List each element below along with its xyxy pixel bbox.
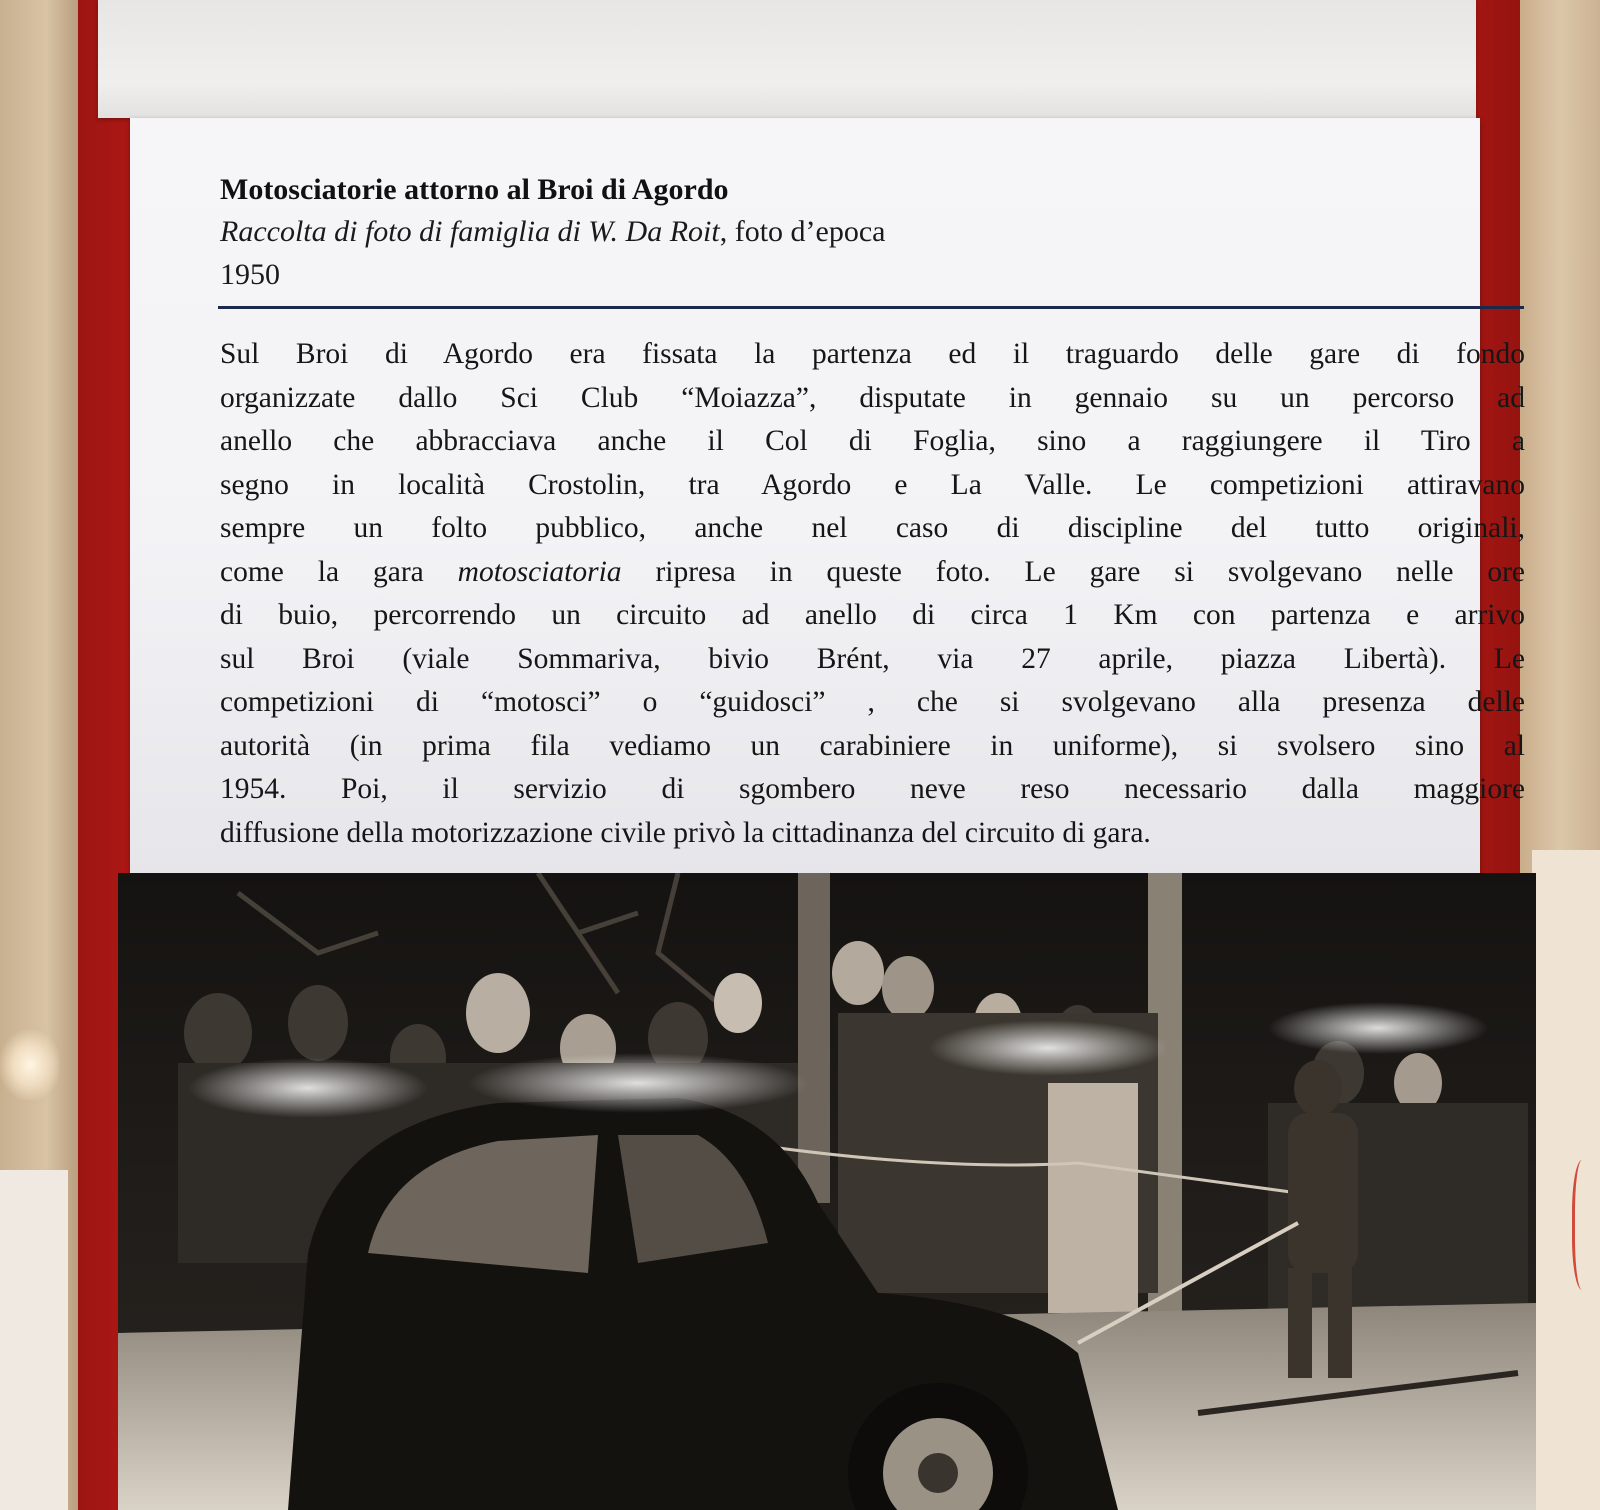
historic-photo xyxy=(118,873,1536,1510)
body-line: segno in località Crostolin, tra Agordo e La Valle. Le competizioni attiravano xyxy=(220,468,1525,501)
label-body xyxy=(220,333,1525,855)
glass-reflection xyxy=(188,1058,428,1118)
glass-reflection xyxy=(468,1053,808,1113)
body-line: sul Broi (viale Sommariva, bivio Brént, via 27 aprile, piazza Libertà). Le xyxy=(220,642,1525,675)
body-line: di buio, percorrendo un circuito ad anello di circa 1 Km con partenza e arrivo xyxy=(220,599,1525,631)
adjacent-card-left xyxy=(0,1170,68,1510)
body-line-italic: motosciatoria xyxy=(457,555,622,588)
glass-reflection xyxy=(1268,1002,1488,1054)
body-line-start: come la gara xyxy=(220,555,458,588)
body-line: anello che abbracciava anche il Col di Foglia, sino a raggiungere il Tiro a xyxy=(220,425,1525,457)
body-line: Sul Broi di Agordo era fissata la partenza ed il traguardo delle gare di fondo xyxy=(220,338,1525,370)
body-line: competizioni di “motosci” o “guidosci” , che si svolgevano alla presenza delle xyxy=(220,686,1525,718)
credit-type: , foto d’epoca xyxy=(719,215,886,248)
photo-scene xyxy=(118,873,1536,1510)
lamp-glow xyxy=(0,1030,60,1100)
glass-reflection xyxy=(928,1020,1168,1076)
body-line: sempre un folto pubblico, anche nel caso di discipline del tutto originali, xyxy=(220,512,1525,544)
label-credit xyxy=(220,215,885,249)
top-card xyxy=(98,0,1476,118)
credit-collection: Raccolta di foto di famiglia di W. Da Roit xyxy=(220,215,720,248)
handwritten-mark xyxy=(1572,1160,1597,1290)
body-line xyxy=(220,551,1525,595)
label-year: 1950 xyxy=(220,258,280,291)
caption-label xyxy=(130,118,1525,878)
body-line: autorità (in prima fila vediamo un carabiniere in uniforme), si svolsero sino al xyxy=(220,729,1525,762)
divider-rule xyxy=(218,306,1524,309)
body-line-end: ripresa in queste foto. Le gare si svolgevano nelle ore xyxy=(621,555,1525,588)
body-line: 1954. Poi, il servizio di sgombero neve reso necessario dalla maggiore xyxy=(220,773,1525,805)
body-line: organizzate dallo Sci Club “Moiazza”, disputate in gennaio su un percorso ad xyxy=(220,381,1525,414)
label-title: Motosciatorie attorno al Broi di Agordo xyxy=(220,173,729,206)
body-line: diffusione della motorizzazione civile privò la cittadinanza del circuito di gara. xyxy=(220,816,1151,849)
